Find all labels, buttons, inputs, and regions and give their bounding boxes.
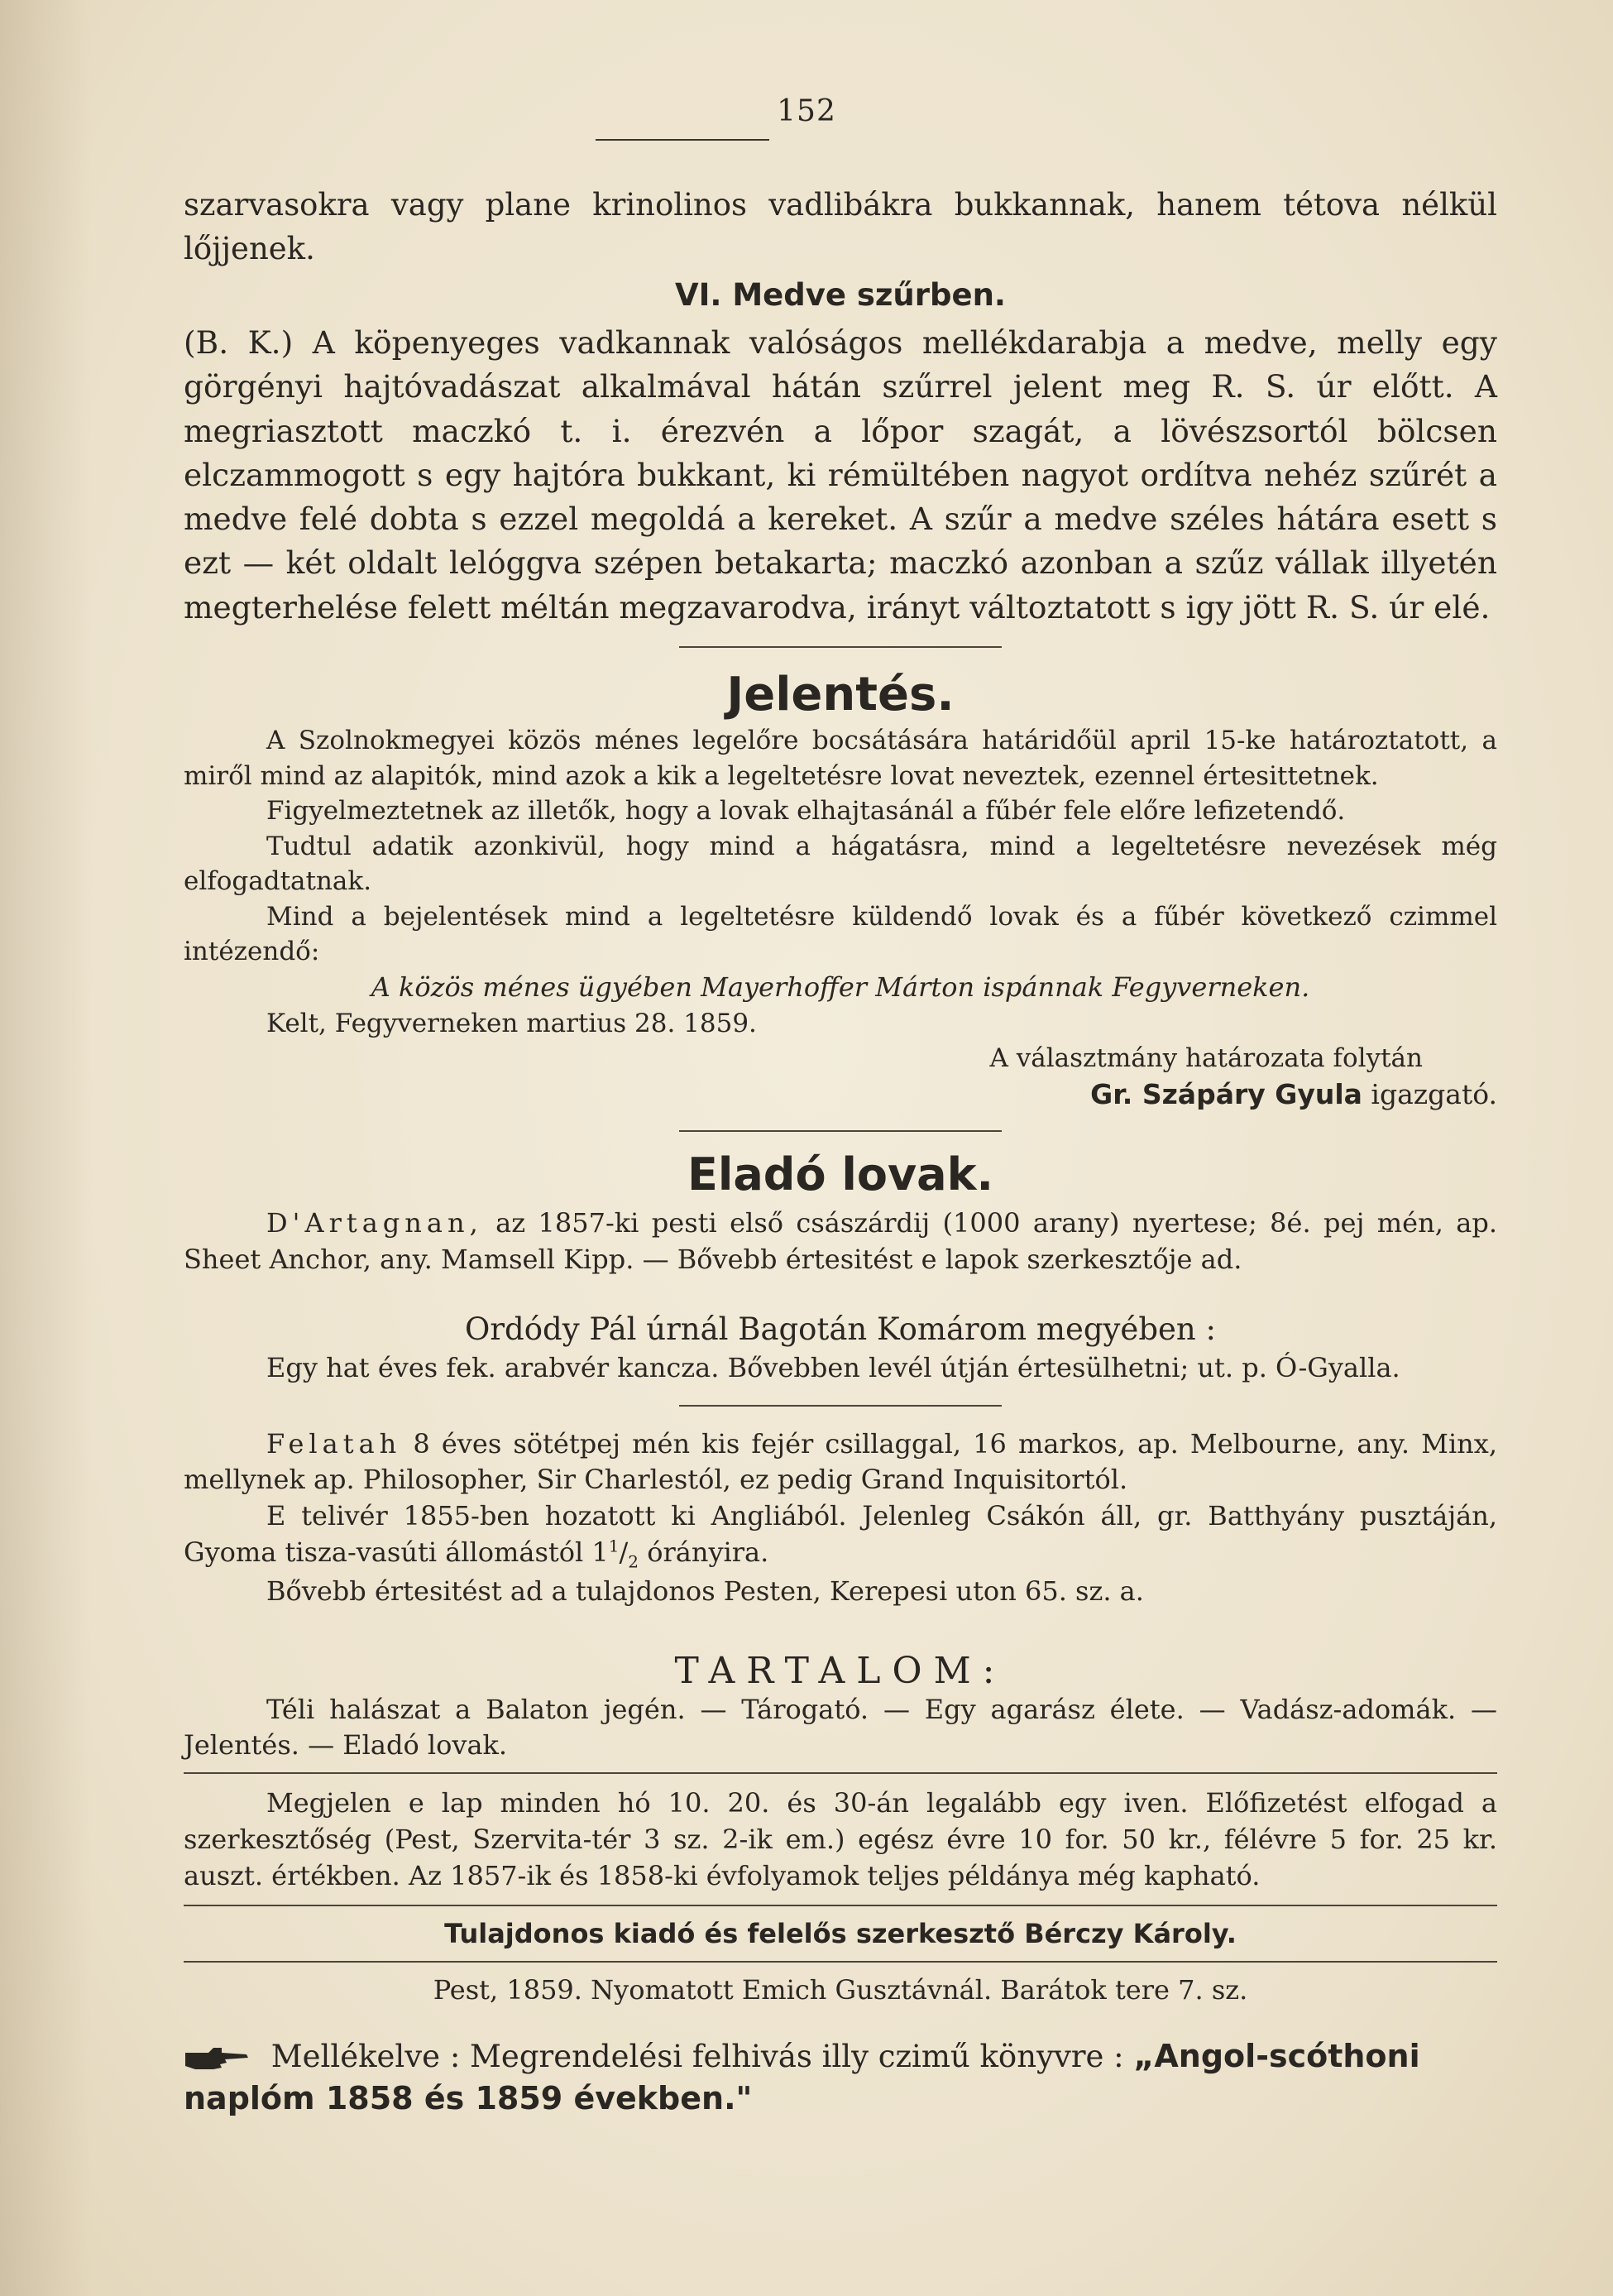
- signer-title: igazgató.: [1371, 1078, 1497, 1111]
- main-column: [184, 184, 1497, 2120]
- jelentes-title: Jelentés.: [726, 667, 955, 721]
- jelentes-committee: A választmány határozata folytán: [989, 1043, 1423, 1073]
- dartagnan-text: az 1857-ki pesti első császárdij (1000 arany) nyertese; 8é. pej mén, ap. Sheet Anchor, any. Mamsell Kipp. — Bővebb értesitést e lapok szerkesztője ad.: [184, 1207, 1498, 1275]
- fraction-denominator: 2: [628, 1551, 639, 1572]
- jelentes-paragraph-4: Mind a bejelentések mind a legeltetésre küldendő lovak és a fűbér következő czimmel intézendő:: [184, 901, 1497, 967]
- jelentes-signature: [184, 1076, 1497, 1113]
- full-width-rule: [184, 1905, 1497, 1906]
- full-width-rule: [184, 1772, 1497, 1774]
- jelentes-paragraph-2: Figyelmeztetnek az illetők, hogy a lovak elhajtasánál a fűbér fele előre lefizetendő.: [266, 796, 1346, 827]
- full-width-rule: [184, 1961, 1497, 1963]
- pointing-hand-icon: [184, 2044, 250, 2073]
- supplement-lead: Mellékelve : Megrendelési felhivás illy czimű könyvre :: [270, 2038, 1124, 2074]
- ordody-listing: Egy hat éves fek. arabvér kancza. Bővebben levél útján értesülhetni; ut. p. Ó-Gyalla.: [266, 1351, 1400, 1383]
- editor-line: Tulajdonos kiadó és felelős szerkesztő Bérczy Károly.: [444, 1917, 1237, 1949]
- story-body: (B. K.) A köpenyeges vadkannak valóságos mellékdarabja a medve, melly egy görgényi hajtóvadászat alkalmával hátán szűrrel jelent meg R. S. úr előtt. A megriasztott maczkó t. i. érezvén a lőpor szagát, a lövészsortól bölcsen elczammogott s egy hajtóra bukkant, ki rémültében nagyot ordítva nehéz szűrét a medve felé dobta s ezzel megoldá a kereket. A szűr a medve széles hátára esett s ezt — két oldalt lelóggva szépen betakarta; maczkó azonban a szűz vállak illyetén megterhelése felett méltán megzavarodva, irányt változtatott s igy jött R. S. úr elé.: [184, 324, 1497, 626]
- page-number-rule: [596, 139, 769, 141]
- story-title: VI. Medve szűrben.: [675, 277, 1006, 314]
- signer-name: Gr. Szápáry Gyula: [1090, 1078, 1362, 1111]
- tartalom-text: Téli halászat a Balaton jegén. — Tárogató. — Egy agarász élete. — Vadász-adomák. — Jelentés. — Eladó lovak.: [184, 1693, 1497, 1762]
- felatah-listing: [184, 1426, 1497, 1499]
- jelentes-paragraph-3: Tudtul adatik azonkivül, hogy mind a hágatásra, mind a legeltetésre nevezések még elfogadtatnak.: [184, 831, 1497, 897]
- printer-line: Pest, 1859. Nyomatott Emich Gusztávnál. Barátok tere 7. sz.: [433, 1973, 1248, 2006]
- elado-title: Eladó lovak.: [687, 1148, 994, 1201]
- felatah-paragraph-2-text: E telivér 1855-ben hozatott ki Angliából. Jelenleg Csákón áll, gr. Batthyány pusztáján, Gyoma tisza-vasúti állomástól 1: [184, 1500, 1497, 1569]
- supplement-book-title: „Angol-scóthoni naplóm 1858 és 1859 években.": [184, 2037, 1420, 2117]
- section-divider: [679, 646, 1002, 648]
- dartagnan-listing: [184, 1206, 1497, 1278]
- horse-name-felatah: Felatah: [266, 1427, 402, 1460]
- publication-note: Megjelen e lap minden hó 10. 20. és 30-án legalább egy iven. Előfizetést elfogad a szerkesztőség (Pest, Szervita-tér 3 sz. 2-ik em.) egész évre 10 for. 50 kr., félévre 5 for. 25 kr. auszt. értékben. Az 1857-ik és 1858-ki évfolyamok teljes példánya még kapható.: [184, 1787, 1497, 1891]
- felatah-text: 8 éves sötétpej mén kis fejér csillaggal, 16 markos, ap. Melbourne, any. Minx, mellynek ap. Philosopher, Sir Charlestól, ez pedig Grand Inquisitortól.: [184, 1427, 1497, 1496]
- jelentes-paragraph-1: A Szolnokmegyei közös ménes legelőre bocsátására határidőül april 15-ke határoztatott, a miről mind az alapitók, mind azok a kik a legeltetésre lovat neveztek, ezennel értesittetnek.: [184, 726, 1497, 791]
- felatah-paragraph-2-end: órányira.: [647, 1536, 769, 1569]
- tartalom-title: TARTALOM:: [674, 1649, 1007, 1692]
- ordody-heading: Ordódy Pál úrnál Bagotán Komárom megyében :: [465, 1311, 1216, 1347]
- section-divider: [679, 1405, 1002, 1407]
- supplement-notice: [184, 2035, 1497, 2121]
- fraction-numerator: 1: [608, 1536, 620, 1556]
- jelentes-dateline: Kelt, Fegyverneken martius 28. 1859.: [266, 1008, 757, 1038]
- jelentes-address: A közös ménes ügyében Mayerhoffer Márton ispánnak Fegyverneken.: [371, 971, 1310, 1003]
- section-divider: [679, 1130, 1002, 1132]
- felatah-paragraph-2: E telivér 1855-ben hozatott ki Angliából. Jelenleg Csákón áll, gr. Batthyány pusztáján, Gyoma tisza-vasúti állomástól $1^1/_2$ órányira.: [184, 1500, 1497, 1572]
- felatah-paragraph-3: Bővebb értesitést ad a tulajdonos Pesten, Kerepesi uton 65. sz. a.: [266, 1575, 1144, 1607]
- horse-name-dartagnan: D'Artagnan,: [266, 1207, 483, 1239]
- binding-shadow: [0, 0, 91, 2296]
- page-number: 152: [777, 94, 836, 128]
- continuation-text: szarvasokra vagy plane krinolinos vadlibákra bukkannak, hanem tétova nélkül lőjjenek.: [184, 187, 1497, 266]
